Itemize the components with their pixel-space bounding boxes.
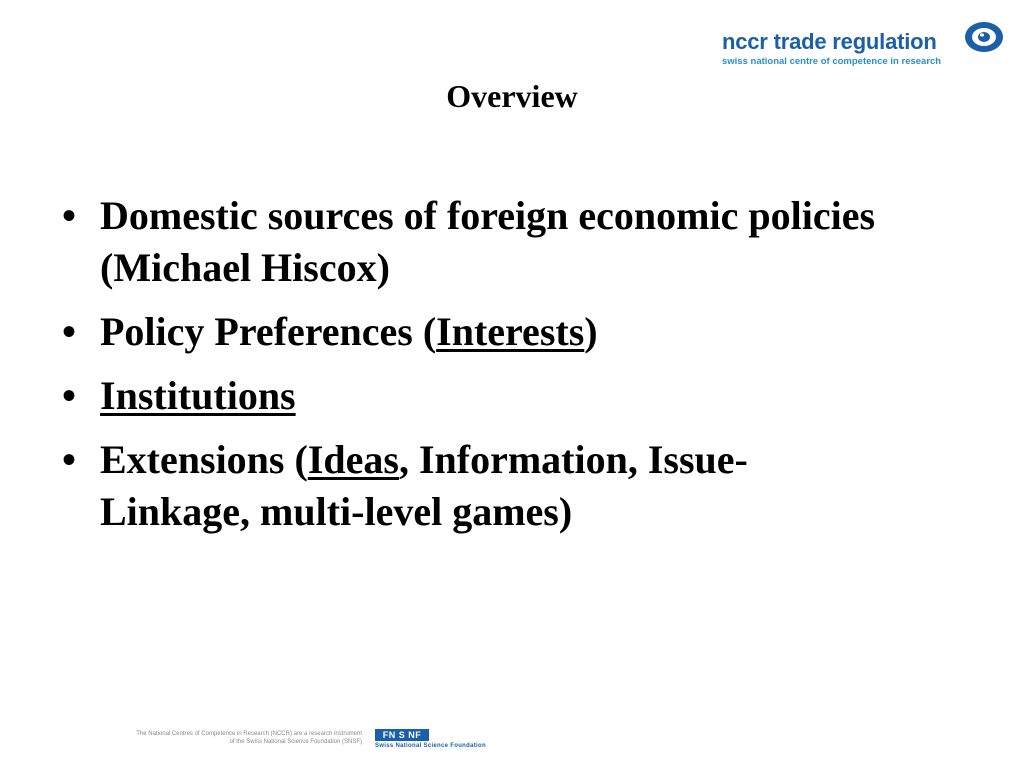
footer-note — [60, 730, 362, 746]
logo-subtitle: swiss national centre of competence in research — [722, 56, 942, 67]
bullet-text: Policy Preferences ( — [100, 309, 437, 354]
logo-title: nccr trade regulation — [722, 29, 937, 54]
underlined-term: Ideas — [307, 437, 399, 482]
footer-note-line-2: of the Swiss National Science Foundation (SNSF) — [229, 739, 362, 745]
bullet-marker: • — [62, 437, 77, 482]
bullet-item — [62, 306, 882, 358]
underlined-term: Institutions — [100, 373, 296, 418]
nccr-logo — [722, 18, 1012, 70]
snf-logo — [375, 729, 505, 751]
underlined-term: Interests — [436, 309, 585, 354]
bullet-list — [62, 190, 882, 550]
bullet-item — [62, 370, 882, 422]
bullet-marker: • — [62, 309, 77, 354]
bullet-item — [62, 190, 882, 294]
eye-logo-icon — [962, 18, 1006, 56]
slide-title: Overview — [446, 78, 578, 114]
bullet-marker: • — [62, 373, 77, 418]
bullet-marker: • — [62, 193, 77, 238]
bullet-text: Extensions ( — [100, 437, 308, 482]
footer-note-line-1: The National Centres of Competence in Research (NCCR) are a research instrument — [136, 731, 362, 737]
snf-name: Swiss National Science Foundation — [375, 743, 486, 749]
bullet-text: ) — [584, 309, 598, 354]
bullet-text: Domestic sources of foreign economic policies (Michael Hiscox) — [100, 193, 876, 290]
bullet-text: , Information, Issue-Linkage, multi-level games) — [100, 437, 748, 534]
snf-mark: FN S NF — [375, 729, 429, 741]
bullet-item — [62, 434, 882, 538]
